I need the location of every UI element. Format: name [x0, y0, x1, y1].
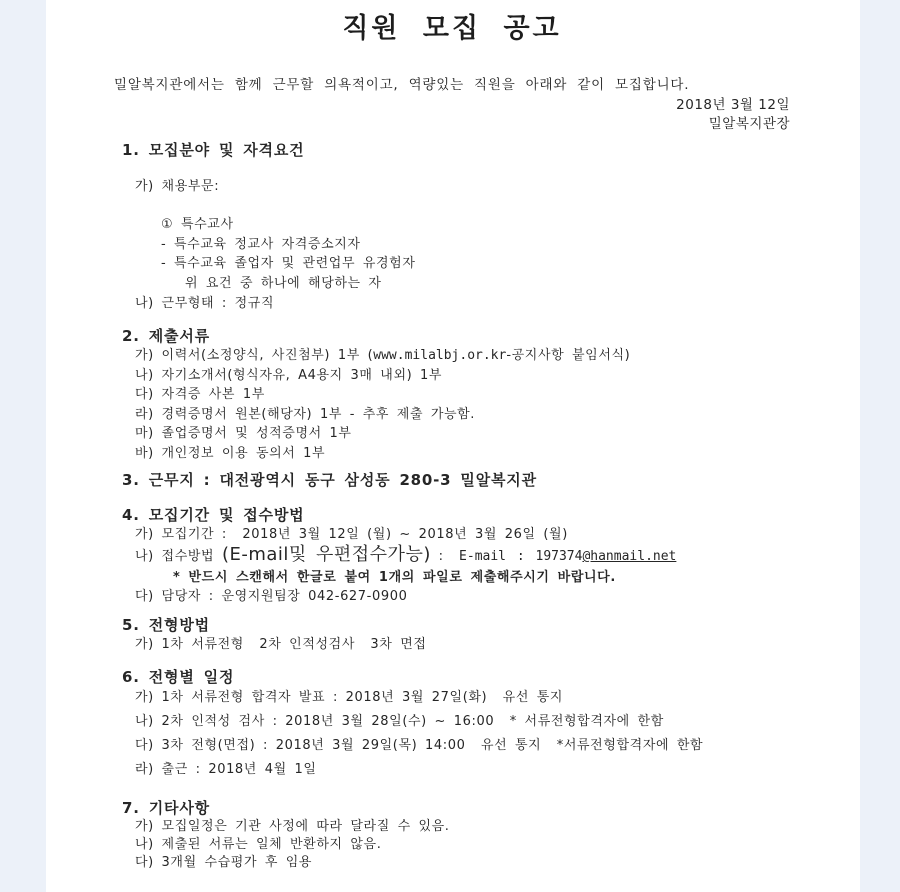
schedule-step-4-line: 라) 출근 : 2018년 4월 1일 [135, 762, 317, 777]
section-schedule [114, 668, 790, 779]
section-etc [114, 799, 790, 872]
recruit-period-line: 가) 모집기간 : 2018년 3월 12일 (월) ~ 2018년 3월 26일 (월) [135, 527, 568, 542]
qualification-line-1: - 특수교육 정교사 자격증소지자 [161, 237, 361, 252]
recruit-category-line: 가) 채용부문: [135, 179, 220, 194]
resume-text-suffix: -공지사항 붙임서식) [506, 348, 631, 363]
notice-signature: 밀알복지관장 [708, 116, 790, 132]
email-domain-link[interactable]: @hanmail.net [582, 549, 677, 564]
section-period-method [114, 506, 790, 606]
cover-letter-line: 나) 자기소개서(형식자유, A4용지 3매 내외) 1부 [135, 367, 443, 383]
resume-url: www.milalbj.or.kr [373, 348, 507, 363]
privacy-consent-line: 바) 개인정보 이용 동의서 1부 [135, 445, 326, 461]
section-1-heading: 1. 모집분야 및 자격요건 [122, 141, 305, 159]
qualification-line-2: - 특수교육 졸업자 및 관련업무 유경험자 [161, 256, 416, 271]
schedule-step-2-line: 나) 2차 인적성 검사 : 2018년 3월 28일(수) ~ 16:00 * 서류전형합격자에 한함 [135, 714, 664, 729]
section-documents [114, 327, 790, 463]
graduation-certificate-line: 마) 졸업증명서 및 성적증명서 1부 [135, 426, 352, 441]
document-content [46, 0, 860, 872]
qualification-note-line: 위 요건 중 하나에 해당하는 자 [185, 276, 382, 291]
contact-person-line: 다) 담당자 : 운영지원팀장 042-627-0900 [135, 589, 408, 604]
method-separator: : [430, 549, 460, 564]
etc-note-2-line: 나) 제출된 서류는 일체 반환하지 않음. [135, 837, 382, 852]
scan-note-line: * 반드시 스캔해서 한글로 붙여 1개의 파일로 제출해주시기 바랍니다. [173, 570, 616, 585]
section-2-heading: 2. 제출서류 [122, 327, 210, 345]
career-certificate-line: 라) 경력증명서 원본(해당자) 1부 - 추후 제출 가능함. [135, 406, 476, 422]
method-text-prefix: 나) 접수방법 [135, 549, 222, 564]
section-workplace [114, 471, 790, 490]
date-signature-block [114, 96, 790, 134]
intro-paragraph: 밀알복지관에서는 함께 근무할 의욕적이고, 역량있는 직원을 아래와 같이 모집합니다. [114, 77, 690, 93]
section-3-heading: 3. 근무지 : 대전광역시 동구 삼성동 280-3 밀알복지관 [122, 471, 537, 489]
section-screening-method [114, 616, 790, 654]
license-copy-line: 다) 자격증 사본 1부 [135, 387, 265, 402]
section-7-heading: 7. 기타사항 [122, 799, 210, 817]
etc-note-3-line: 다) 3개월 수습평가 후 임용 [135, 855, 313, 870]
position-line: ① 특수교사 [161, 217, 234, 232]
email-label: E-mail : 197374 [459, 549, 583, 564]
work-type-line: 나) 근무형태 : 정규직 [135, 296, 275, 311]
etc-note-1-line: 가) 모집일정은 기관 사정에 따라 달라질 수 있음. [135, 819, 450, 834]
schedule-step-1-line: 가) 1차 서류전형 합격자 발표 : 2018년 3월 27일(화) 유선 통지 [135, 690, 564, 705]
schedule-step-3-line: 다) 3차 전형(면접) : 2018년 3월 29일(목) 14:00 유선 통지 *서류전형합격자에 한함 [135, 738, 704, 753]
page-title: 직원 모집 공고 [342, 13, 562, 44]
section-4-heading: 4. 모집기간 및 접수방법 [122, 506, 305, 524]
section-6-heading: 6. 전형별 일정 [122, 668, 235, 686]
section-5-heading: 5. 전형방법 [122, 616, 210, 634]
screening-steps-line: 가) 1차 서류전형 2차 인적성검사 3차 면접 [135, 637, 427, 652]
section-recruit-field [114, 141, 790, 313]
resume-text-prefix: 가) 이력서(소정양식, 사진첨부) 1부 ( [135, 348, 374, 363]
application-method-line [135, 544, 790, 568]
method-big-text: (E-mail및 우편접수가능) [221, 544, 431, 565]
resume-line [135, 346, 790, 366]
notice-date: 2018년 3월 12일 [676, 97, 790, 113]
document-page [46, 0, 860, 892]
